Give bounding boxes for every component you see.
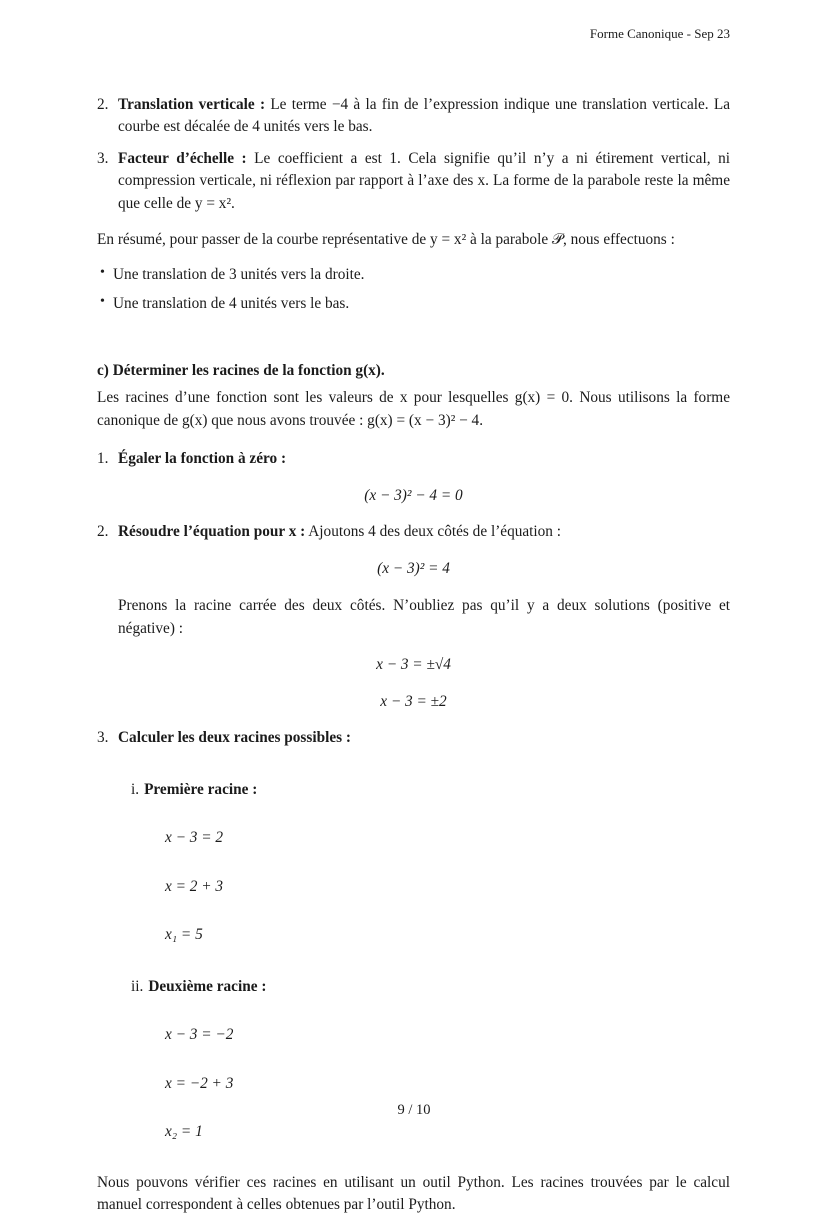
closing-paragraph: Nous pouvons vérifier ces racines en utilisant un outil Python. Les racines trouvées par le calcul manuel correspondent à celles obtenues par l’outil Python. [97, 1173, 730, 1214]
step-text: Ajoutons 4 des deux côtés de l’équation : [305, 523, 562, 541]
section-c [97, 360, 730, 1217]
item-bold-lead: Facteur d’échelle : [118, 149, 247, 167]
step-body [118, 727, 730, 749]
bullet-icon: • [100, 294, 105, 310]
document-header-title: Forme Canonique - Sep 23 [589, 26, 730, 41]
step-number: 3. [97, 729, 109, 747]
bullet-icon: • [100, 264, 105, 280]
second-root-equation-2: x = −2 + 3 [165, 1074, 234, 1092]
item-body [118, 94, 730, 139]
step-bold-lead: Égaler la fonction à zéro : [118, 450, 287, 468]
page-number: 9 / 10 [397, 1101, 431, 1118]
item-text: Le terme −4 à la fin de l’expression indique une translation verticale. La courbe est décalée de 4 unités vers le bas. [118, 96, 731, 136]
step-bold-lead: Résoudre l’équation pour x : [118, 523, 306, 541]
first-root-result: x₁ = 5 [165, 926, 203, 944]
step-bold-lead: Calculer les deux racines possibles : [118, 729, 351, 747]
equation-four: (x − 3)² = 4 [377, 559, 450, 577]
item-body [118, 148, 730, 215]
numbered-item-translation-verticale [97, 94, 730, 139]
second-root-result: x₂ = 1 [165, 1123, 203, 1141]
root-bold-title: Première racine : [144, 780, 258, 798]
root-number: i. [131, 780, 140, 798]
summary-bullet-list [100, 264, 730, 316]
first-root-equation-2: x = 2 + 3 [165, 877, 224, 895]
item-number: 3. [97, 149, 109, 167]
section-c-title: c) Déterminer les racines de la fonction g(x). [97, 361, 385, 379]
sqrt-note-paragraph: Prenons la racine carrée des deux côtés. N’oubliez pas qu’il y a deux solutions (positive et négative) : [118, 597, 730, 637]
item-text: Le coefficient a est 1. Cela signifie qu’il n’y a ni étirement vertical, ni compression verticale, ni réflexion par rapport à l’axe des x. La forme de la parabole reste la même que celle de y = x². [118, 149, 730, 212]
step-egaler [97, 448, 730, 470]
step-body [118, 521, 730, 543]
item-bold-lead: Translation verticale : [118, 96, 266, 113]
bullet-text: Une translation de 4 unités vers le bas. [113, 295, 350, 313]
second-root-title [131, 976, 730, 998]
first-root-equation-1: x − 3 = 2 [165, 829, 224, 847]
section-c-intro: Les racines d’une fonction sont les valeurs de x pour lesquelles g(x) = 0. Nous utilisons la forme canonique de g(x) que nous avons trouvée : g(x) = (x − 3)² − 4. [97, 389, 730, 429]
first-root-title [131, 779, 730, 801]
step-number: 2. [97, 523, 109, 541]
second-root-equation-1: x − 3 = −2 [165, 1026, 234, 1044]
summary-paragraph: En résumé, pour passer de la courbe représentative de y = x² à la parabole 𝒫, nous effectuons : [97, 231, 675, 249]
root-bold-title: Deuxième racine : [148, 977, 267, 995]
step-number: 1. [97, 450, 109, 468]
step-body [118, 448, 730, 470]
bullet-text: Une translation de 3 unités vers la droite. [113, 265, 365, 283]
item-number: 2. [97, 96, 109, 113]
equation-pm2: x − 3 = ±2 [380, 692, 447, 710]
numbered-item-facteur-echelle [97, 148, 730, 215]
step-resoudre [97, 521, 730, 543]
root-number: ii. [131, 977, 144, 995]
equation-sqrt: x − 3 = ±√4 [376, 656, 451, 674]
roots-list [131, 779, 730, 1144]
bullet-item [100, 293, 730, 315]
bullet-item [100, 264, 730, 286]
step-calculer [97, 727, 730, 749]
equation-zero: (x − 3)² − 4 = 0 [364, 486, 463, 504]
